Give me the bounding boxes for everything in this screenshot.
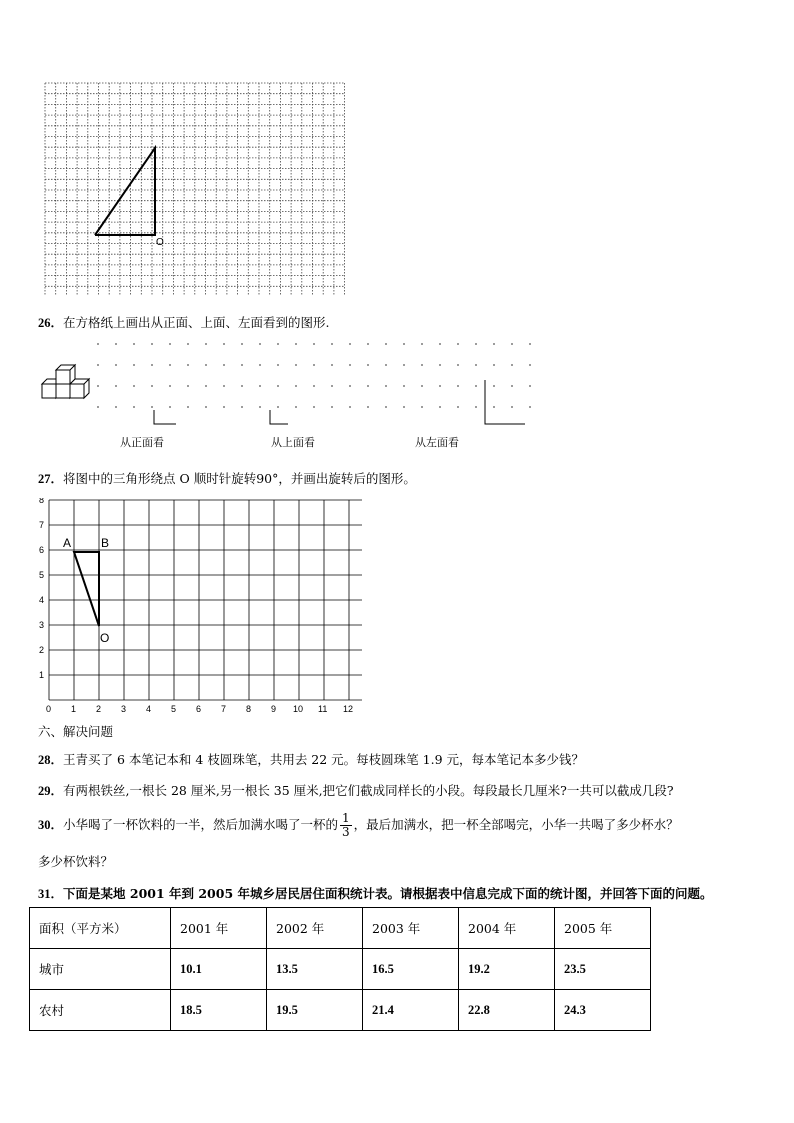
grid-dot — [169, 385, 171, 387]
y-tick-label: 4 — [39, 595, 45, 605]
grid-dot — [439, 343, 441, 345]
grid-dot — [331, 343, 333, 345]
grid-dot — [115, 406, 117, 408]
q26-number: 26 — [38, 316, 51, 330]
grid-dot — [367, 343, 369, 345]
grid-dot — [133, 385, 135, 387]
q28-text: 王青买了 6 本笔记本和 4 枝圆珠笔，共用去 22 元。每枝圆珠笔 1.9 元，每本笔记本多少钱？ — [63, 752, 584, 767]
q28-number: 28 — [38, 753, 51, 767]
x-tick-label: 11 — [318, 704, 328, 714]
grid-dot — [295, 343, 297, 345]
x-tick-label: 8 — [246, 704, 252, 714]
grid-dot — [349, 406, 351, 408]
q30-text-b: ，最后加满水，把一杯全部喝完，小华一共喝了多少杯水？ — [353, 817, 679, 832]
q26-figure — [38, 338, 538, 456]
grid-dot — [295, 364, 297, 366]
q27-triangle — [74, 552, 99, 626]
grid-dot — [529, 406, 531, 408]
q27-number: 27 — [38, 472, 51, 486]
grid-dot — [457, 364, 459, 366]
q27-line: 27．将图中的三角形绕点 O 顺时针旋转90°，并画出旋转后的图形。 — [38, 471, 416, 486]
y-tick-label: 1 — [39, 670, 45, 680]
grid-dot — [511, 364, 513, 366]
table-cell: 24.3 — [555, 990, 651, 1031]
q29-text: 有两根铁丝,一根长 28 厘米,另一根长 35 厘米,把它们截成同样长的小段。每段最长几厘米?一共可以截成几段? — [63, 783, 674, 798]
grid-dot — [223, 406, 225, 408]
grid-dot — [457, 406, 459, 408]
q30-number: 30 — [38, 818, 51, 832]
grid-dot — [403, 364, 405, 366]
grid-dot — [115, 364, 117, 366]
q29-number: 29 — [38, 784, 51, 798]
grid-dot — [97, 364, 99, 366]
grid-dot — [529, 364, 531, 366]
grid-dot — [511, 343, 513, 345]
grid-dot — [403, 406, 405, 408]
grid-dot — [295, 385, 297, 387]
q27-y-axis-ticks — [39, 498, 44, 680]
point-o-label: O — [100, 631, 110, 645]
grid-dot — [133, 406, 135, 408]
grid-dot — [385, 385, 387, 387]
y-tick-label: 6 — [39, 545, 45, 555]
grid-dot — [475, 385, 477, 387]
grid-dot — [349, 343, 351, 345]
x-tick-label: 6 — [196, 704, 202, 714]
grid-dot — [187, 385, 189, 387]
grid-dot — [169, 406, 171, 408]
grid-dot — [313, 343, 315, 345]
row-label-city: 城市 — [30, 949, 171, 990]
x-tick-label: 10 — [293, 704, 304, 714]
y-tick-label: 8 — [39, 498, 45, 505]
grid-dot — [331, 385, 333, 387]
q26-text: 在方格纸上画出从正面、上面、左面看到的图形. — [63, 315, 330, 330]
grid-dot — [439, 364, 441, 366]
table-cell: 13.5 — [267, 949, 363, 990]
grid-dot — [97, 385, 99, 387]
grid-dot — [277, 406, 279, 408]
grid-dot — [439, 406, 441, 408]
q27-coordinate-grid — [32, 498, 362, 718]
table-cell: 21.4 — [363, 990, 459, 1031]
header-cell: 2003 年 — [363, 908, 459, 949]
grid-dot — [259, 364, 261, 366]
grid-dot — [421, 364, 423, 366]
view-front-label: 从正面看 — [120, 437, 164, 449]
grid-dot — [151, 406, 153, 408]
grid-dot — [115, 343, 117, 345]
table-cell: 16.5 — [363, 949, 459, 990]
q27-grid-lines — [49, 500, 362, 700]
fig1-triangle — [95, 148, 155, 235]
grid-dot — [259, 406, 261, 408]
grid-dot — [205, 343, 207, 345]
header-cell: 2001 年 — [171, 908, 267, 949]
view-top-label: 从上面看 — [271, 437, 315, 449]
grid-dot — [223, 385, 225, 387]
q28-line: 28．王青买了 6 本笔记本和 4 枝圆珠笔，共用去 22 元。每枝圆珠笔 1.9 元，每本笔记本多少钱？ — [38, 752, 584, 767]
grid-dot — [295, 406, 297, 408]
grid-dot — [349, 364, 351, 366]
grid-dot — [313, 364, 315, 366]
header-cell: 2005 年 — [555, 908, 651, 949]
grid-dot — [223, 364, 225, 366]
grid-dot — [511, 385, 513, 387]
grid-dot — [169, 364, 171, 366]
grid-dot — [205, 385, 207, 387]
grid-dot — [313, 406, 315, 408]
grid-dot — [385, 364, 387, 366]
x-tick-label: 2 — [96, 704, 102, 714]
grid-dot — [313, 385, 315, 387]
table-cell: 19.2 — [459, 949, 555, 990]
grid-dot — [529, 385, 531, 387]
table-cell: 19.5 — [267, 990, 363, 1031]
grid-dot — [367, 385, 369, 387]
q29-line: 29．有两根铁丝,一根长 28 厘米,另一根长 35 厘米,把它们截成同样长的小段。每段最长几厘米?一共可以截成几段? — [38, 783, 674, 798]
grid-dot — [277, 385, 279, 387]
x-tick-label: 5 — [171, 704, 177, 714]
header-cell: 2004 年 — [459, 908, 555, 949]
grid-dot — [475, 343, 477, 345]
grid-dot — [493, 343, 495, 345]
table-cell: 18.5 — [171, 990, 267, 1031]
grid-dot — [421, 385, 423, 387]
grid-dot — [493, 364, 495, 366]
x-tick-label: 3 — [121, 704, 127, 714]
table-cell: 23.5 — [555, 949, 651, 990]
view-left-label: 从左面看 — [415, 437, 459, 449]
table-row — [30, 949, 651, 990]
section6-title: 六、解决问题 — [38, 724, 114, 739]
q26-line: 26．在方格纸上画出从正面、上面、左面看到的图形. — [38, 315, 330, 330]
point-a-label: A — [63, 536, 72, 550]
y-tick-label: 3 — [39, 620, 45, 630]
point-b-label: B — [101, 536, 110, 550]
q26-view-outlines — [154, 380, 525, 424]
grid-dot — [439, 385, 441, 387]
table-row — [30, 990, 651, 1031]
x-tick-label: 9 — [271, 704, 277, 714]
grid-dot — [457, 343, 459, 345]
grid-dot — [133, 343, 135, 345]
grid-dot — [421, 406, 423, 408]
grid-dot — [223, 343, 225, 345]
q26-dot-grid — [97, 343, 531, 408]
grid-dot — [403, 385, 405, 387]
grid-dot — [331, 406, 333, 408]
x-tick-label: 4 — [146, 704, 152, 714]
grid-dot — [97, 406, 99, 408]
cube-stack-figure — [42, 365, 89, 398]
grid-dot — [511, 406, 513, 408]
area-statistics-table — [29, 907, 651, 1031]
grid-dot — [385, 343, 387, 345]
grid-dot — [115, 385, 117, 387]
grid-dot — [475, 406, 477, 408]
figure1-dotted-grid — [40, 80, 350, 300]
grid-dot — [259, 385, 261, 387]
grid-dot — [241, 406, 243, 408]
header-cell: 2002 年 — [267, 908, 363, 949]
q31-text: 下面是某地 2001 年到 2005 年城乡居民居住面积统计表。请根据表中信息完成下面的统计图，并回答下面的问题。 — [63, 886, 713, 901]
y-tick-label: 7 — [39, 520, 45, 530]
grid-dot — [385, 406, 387, 408]
q30-text-a: 小华喝了一杯饮料的一半，然后加满水喝了一杯的 — [63, 817, 339, 832]
table-cell: 10.1 — [171, 949, 267, 990]
grid-dot — [493, 406, 495, 408]
grid-dot — [151, 364, 153, 366]
grid-dot — [331, 364, 333, 366]
grid-dot — [259, 343, 261, 345]
grid-dot — [277, 343, 279, 345]
grid-dot — [241, 385, 243, 387]
grid-dot — [187, 343, 189, 345]
grid-dot — [205, 364, 207, 366]
row-label-rural: 农村 — [30, 990, 171, 1031]
grid-dot — [241, 364, 243, 366]
fig1-point-o-label: O — [156, 237, 164, 248]
grid-dot — [475, 364, 477, 366]
fig1-grid-lines — [45, 83, 345, 295]
grid-dot — [187, 364, 189, 366]
grid-dot — [169, 343, 171, 345]
grid-dot — [151, 343, 153, 345]
q31-number: 31 — [38, 887, 51, 901]
table-cell: 22.8 — [459, 990, 555, 1031]
grid-dot — [421, 343, 423, 345]
grid-dot — [241, 343, 243, 345]
x-tick-label: 0 — [46, 704, 52, 714]
table-header-row — [30, 908, 651, 949]
grid-dot — [493, 385, 495, 387]
fraction-denominator: 3 — [342, 825, 350, 839]
q27-x-axis-ticks — [46, 704, 353, 714]
y-tick-label: 5 — [39, 570, 45, 580]
grid-dot — [349, 385, 351, 387]
grid-dot — [187, 406, 189, 408]
grid-dot — [367, 406, 369, 408]
fraction-numerator: 1 — [342, 811, 350, 825]
q30-text-c: 多少杯饮料？ — [38, 854, 114, 869]
q27-text: 将图中的三角形绕点 O 顺时针旋转90°，并画出旋转后的图形。 — [63, 471, 416, 486]
q30-line: 30．小华喝了一杯饮料的一半，然后加满水喝了一杯的 $\frac{1}{3}$ ，最后加满水，把一杯全部喝完，小华一共喝了多少杯水？ — [38, 811, 679, 839]
q30-fraction — [340, 812, 352, 839]
q31-line: 31．下面是某地 2001 年到 2005 年城乡居民居住面积统计表。请根据表中信息完成下面的统计图，并回答下面的问题。 — [38, 886, 713, 901]
grid-dot — [403, 343, 405, 345]
grid-dot — [457, 385, 459, 387]
grid-dot — [529, 343, 531, 345]
y-tick-label: 2 — [39, 645, 45, 655]
x-tick-label: 1 — [71, 704, 77, 714]
grid-dot — [133, 364, 135, 366]
grid-dot — [277, 364, 279, 366]
grid-dot — [367, 364, 369, 366]
x-tick-label: 7 — [221, 704, 227, 714]
grid-dot — [205, 406, 207, 408]
header-cell: 面积（平方米） — [30, 908, 171, 949]
grid-dot — [97, 343, 99, 345]
grid-dot — [151, 385, 153, 387]
x-tick-label: 12 — [343, 704, 354, 714]
